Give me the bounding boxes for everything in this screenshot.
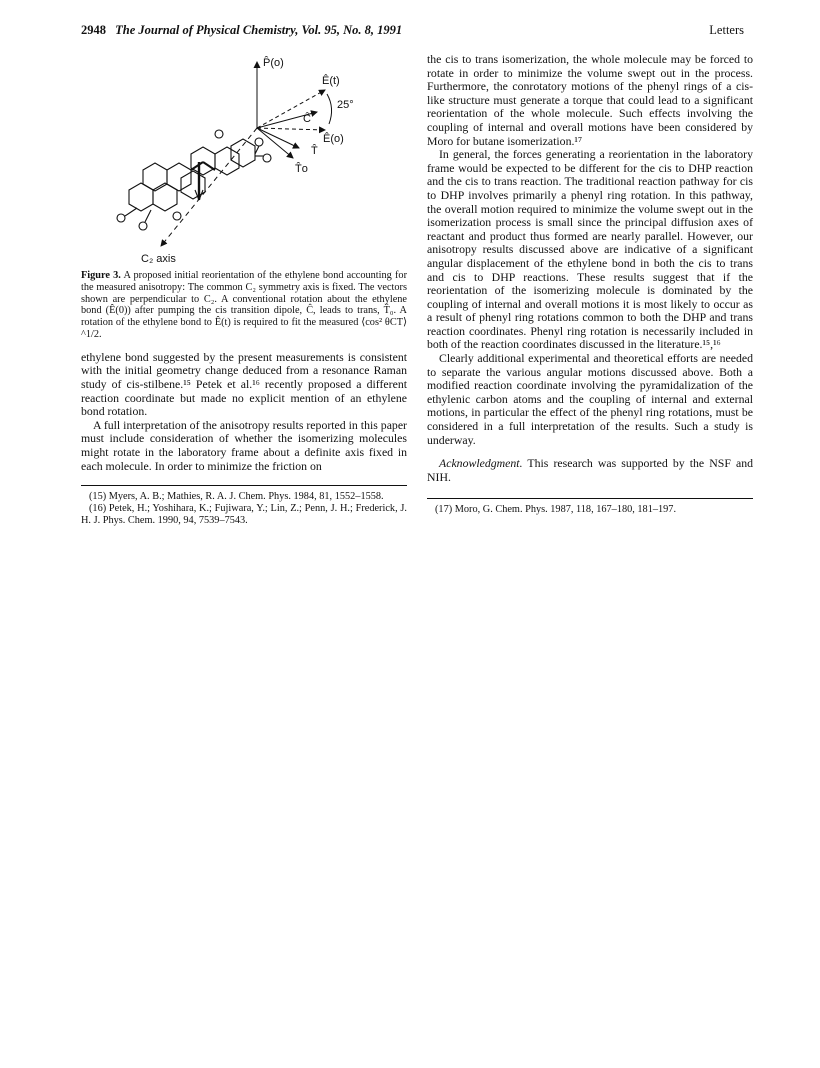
t0-label: T̂o bbox=[295, 163, 308, 175]
t-label: T̂ bbox=[311, 145, 318, 157]
e0-vector bbox=[257, 128, 325, 130]
figure-caption-label: Figure 3. bbox=[81, 270, 121, 281]
c2-axis-label: C₂ axis bbox=[141, 253, 176, 265]
angle-label: 25° bbox=[337, 99, 354, 111]
references-right bbox=[427, 504, 753, 516]
stilbene-molecule bbox=[117, 130, 271, 230]
et-vector bbox=[257, 90, 325, 128]
figure-caption bbox=[81, 270, 407, 341]
et-label: Ê(t) bbox=[322, 75, 340, 87]
reference-17: (17) Moro, G. Chem. Phys. 1987, 118, 167–180, 181–197. bbox=[435, 504, 677, 516]
left-paragraph-1: ethylene bond suggested by the present measurements is consistent with the initial geometry change deduced from a resonance Raman study of cis-stilbene.¹⁵ Petek et al.¹⁶ recently proposed a different reaction coordinate but made no explicit mention of an ethylene bond rotation. bbox=[81, 349, 407, 419]
journal-title: The Journal of Physical Chemistry, Vol. 95, No. 8, 1991 bbox=[115, 23, 403, 37]
footnote-rule-right bbox=[427, 498, 753, 499]
figure-3 bbox=[81, 50, 407, 268]
e0-label: Ê(o) bbox=[323, 133, 344, 145]
left-paragraph-2: A full interpretation of the anisotropy results reported in this paper must include consideration of whether the isomerizing molecules might rotate in the laboratory frame about a definite axis fixed in each molecule. In order to minimize the friction on bbox=[81, 417, 407, 473]
references-left bbox=[81, 491, 407, 526]
reference-15: (15) Myers, A. B.; Mathies, R. A. J. Chem. Phys. 1984, 81, 1552–1558. bbox=[89, 491, 384, 503]
acknowledgment-text: This research was supported by the NSF and NIH. bbox=[427, 456, 753, 484]
section-name: Letters bbox=[709, 23, 744, 37]
right-paragraph-2: In general, the forces generating a reorientation in the laboratory frame would be expected to be different for the cis to DHP reaction and the cis to trans reaction. The traditional reaction pathway for cis to DHP involves primarily a phenyl ring rotation. In this pathway, the overall motion required to minimize the volume swept out in the isomerization process is small since the principal diffusion axes of reactant and product thus formed are nearly parallel. However, our anisotropy results discussed above are indicative of a significant angular displacement of the ethylene bond in both the cis to trans and cis to DHP reactions. These results suggest that if the reorientation of the isomerizing molecule is dominated by the coupling of internal and overall motions it is most likely to occur as a result of phenyl ring rotations common to both the DHP and trans reaction coordinates. Phenyl ring rotation is necessarily included in both of the reaction coordinates discussed in the literature.¹⁵,¹⁶ bbox=[427, 147, 753, 352]
footnote-rule-left bbox=[81, 485, 407, 486]
right-column bbox=[427, 53, 753, 516]
c2-axis-line bbox=[161, 128, 257, 246]
running-head bbox=[81, 23, 744, 39]
p0-label: P̂(o) bbox=[263, 57, 284, 69]
acknowledgment-label: Acknowledgment. bbox=[439, 456, 523, 471]
right-paragraph-1: the cis to trans isomerization, the whole molecule may be forced to rotate in order to minimize the volume swept out in the process. Furthermore, the conrotatory motions of the phenyl rings of a cis-like structure must generate a torque that could lead to a significant reorientation of the whole molecule. Such effects involving the coupling of internal and overall motions have been considered by Moro for butane isomerization.¹⁷ bbox=[427, 52, 753, 148]
page-number: 2948 bbox=[81, 23, 106, 37]
figure-caption-text: A proposed initial reorientation of the ethylene bond accounting for the measured anisotropy: The common C₂ symmetry axis is fixed. The vectors shown are perpendicular to C₂. A conventional rotation about the ethylene bond (Ê(0)) after pumping the cis transition dipole, Ĉ, leads to trans, T̂₀. A rotation of the ethylene bond to Ê(t) is required to fit the measured ⟨cos² θCT⟩^1/2. bbox=[81, 270, 407, 340]
figure-3-diagram bbox=[81, 50, 407, 268]
left-column bbox=[81, 50, 407, 527]
angle-arc bbox=[327, 94, 332, 124]
acknowledgment bbox=[427, 457, 753, 484]
reference-16: (16) Petek, H.; Yoshihara, K.; Fujiwara, Y.; Lin, Z.; Penn, J. H.; Frederick, J. H. J. Phys. Chem. 1990, 94, 7539–7543. bbox=[81, 502, 407, 526]
right-paragraph-3: Clearly additional experimental and theoretical efforts are needed to separate the various angular motions discussed above. Both a modified reaction coordinate involving the pyramidalization of the ethylenic carbon atoms and the coupling of internal and external motions, in particular the effect of the phenyl ring rotations, must be considered in a full interpretation of the results. Such a study is underway. bbox=[427, 351, 753, 447]
c-label: Ĉ bbox=[303, 113, 311, 125]
